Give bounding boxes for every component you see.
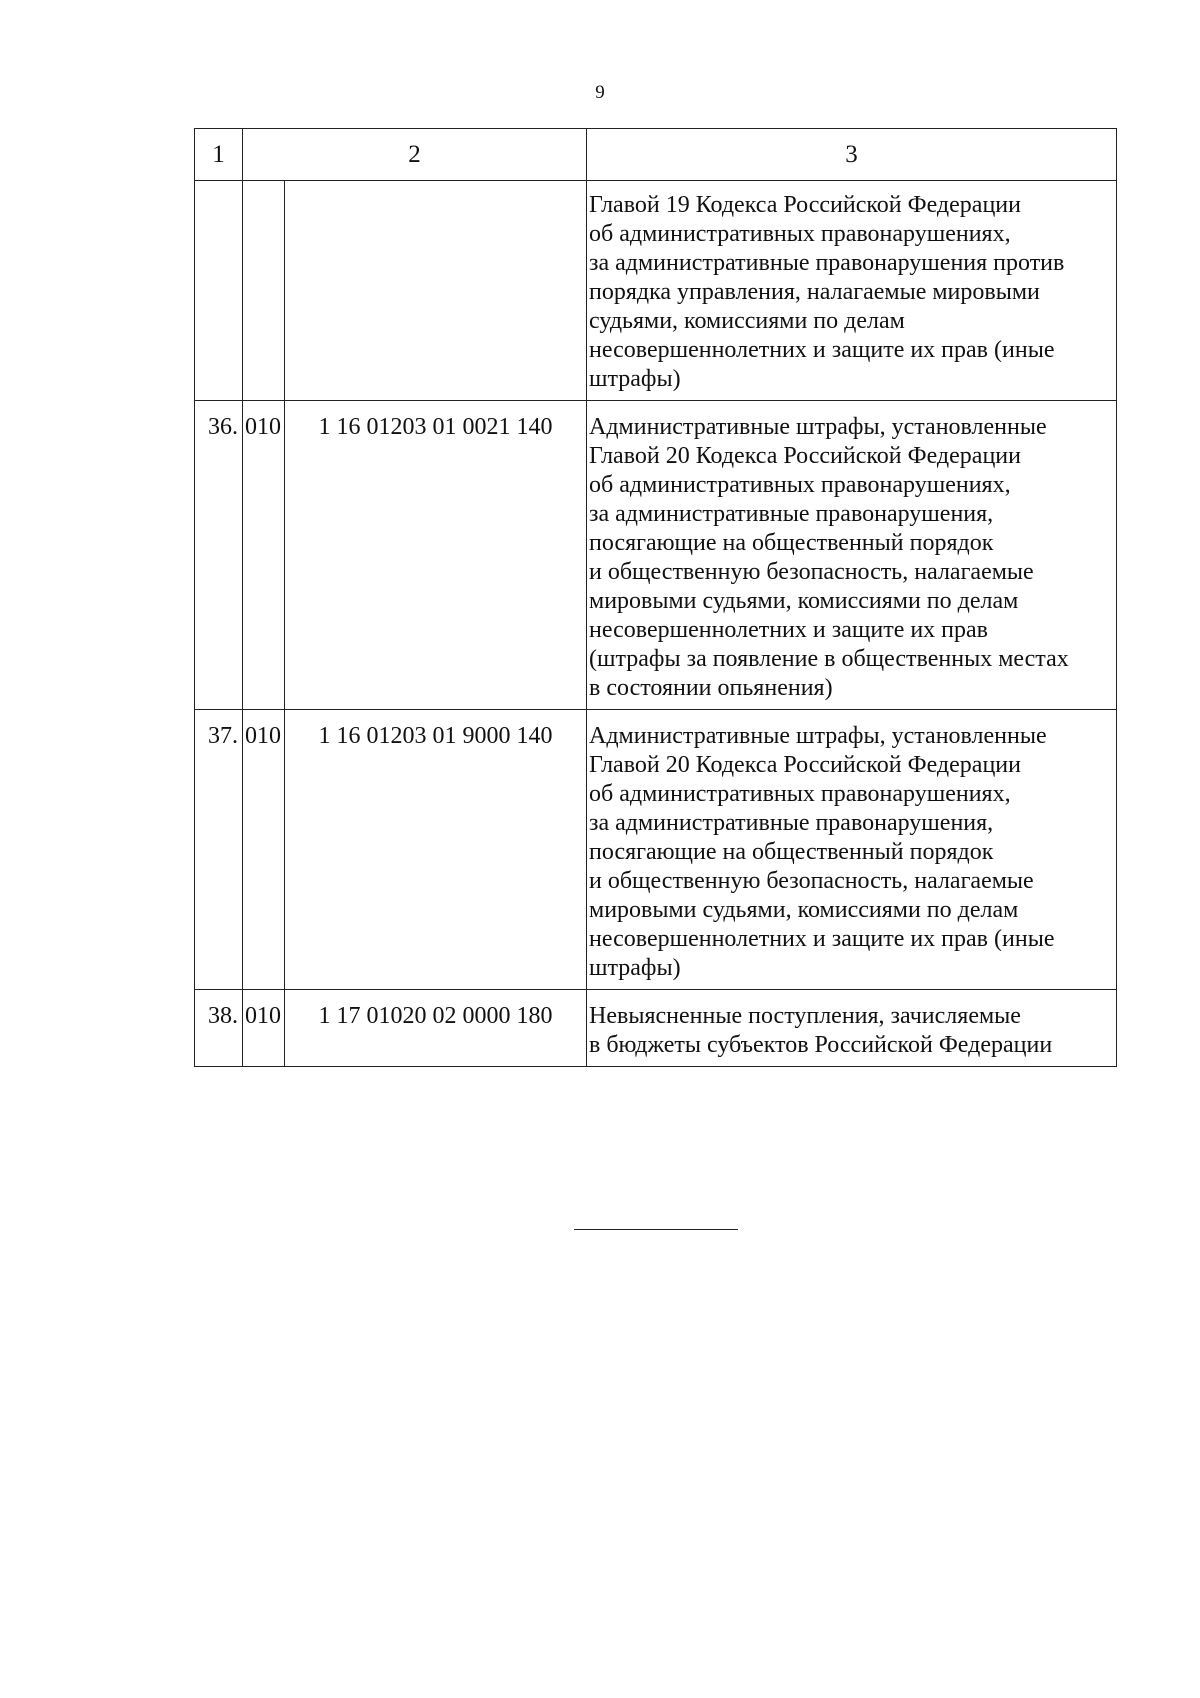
description-line: за административные правонарушения против xyxy=(589,250,1065,276)
table-row xyxy=(195,990,1117,1067)
description-line: за административные правонарушения, xyxy=(589,810,994,836)
description-line: несовершеннолетних и защите их прав (иные xyxy=(589,926,1055,952)
description-line: об административных правонарушениях, xyxy=(589,781,1011,807)
description-line: и общественную безопасность, налагаемые xyxy=(589,559,1034,585)
description-line: Главой 19 Кодекса Российской Федерации xyxy=(589,192,1021,218)
description-line: Главой 20 Кодекса Российской Федерации xyxy=(589,443,1021,469)
row-number: 36. xyxy=(195,401,243,710)
description-line: за административные правонарушения, xyxy=(589,501,994,527)
header-cell-3: 3 xyxy=(587,129,1117,181)
description-line: мировыми судьями, комиссиями по делам xyxy=(589,897,1019,923)
description-line: посягающие на общественный порядок xyxy=(589,839,994,865)
header-cell-1: 1 xyxy=(195,129,243,181)
description-line: Главой 20 Кодекса Российской Федерации xyxy=(589,752,1021,778)
description-line: в состоянии опьянения) xyxy=(589,675,833,701)
description-line: порядка управления, налагаемые мировыми xyxy=(589,279,1040,305)
header-cell-2: 2 xyxy=(243,129,587,181)
admin-code: 010 xyxy=(243,710,285,990)
table-row xyxy=(195,401,1117,710)
description-cell xyxy=(587,710,1117,990)
description-line: штрафы) xyxy=(589,955,681,981)
admin-code: 010 xyxy=(243,401,285,710)
description-line: несовершеннолетних и защите их прав (иные xyxy=(589,337,1055,363)
num-cell-empty xyxy=(195,181,243,401)
budget-code: 1 16 01203 01 9000 140 xyxy=(285,710,587,990)
description-line: об административных правонарушениях, xyxy=(589,221,1011,247)
description-line: Административные штрафы, установленные xyxy=(589,723,1047,749)
description-line: (штрафы за появление в общественных местах xyxy=(589,646,1069,672)
budget-code-cell-empty xyxy=(285,181,587,401)
end-of-document-rule xyxy=(574,1229,738,1230)
revenue-codes-table xyxy=(194,128,1117,1067)
description-cell xyxy=(587,990,1117,1067)
description-line: посягающие на общественный порядок xyxy=(589,530,994,556)
budget-code: 1 17 01020 02 0000 180 xyxy=(285,990,587,1067)
description-line: Административные штрафы, установленные xyxy=(589,414,1047,440)
description-line: и общественную безопасность, налагаемые xyxy=(589,868,1034,894)
description-line: мировыми судьями, комиссиями по делам xyxy=(589,588,1019,614)
description-line: несовершеннолетних и защите их прав xyxy=(589,617,989,643)
description-line: судьями, комиссиями по делам xyxy=(589,308,905,334)
table-row-continuation xyxy=(195,181,1117,401)
table-row xyxy=(195,710,1117,990)
description-line: штрафы) xyxy=(589,366,681,392)
page-number: 9 xyxy=(595,82,605,103)
row-number: 37. xyxy=(195,710,243,990)
table-header-row xyxy=(195,129,1117,181)
budget-code: 1 16 01203 01 0021 140 xyxy=(285,401,587,710)
description-line: в бюджеты субъектов Российской Федерации xyxy=(589,1032,1053,1058)
admin-code: 010 xyxy=(243,990,285,1067)
admin-code-cell-empty xyxy=(243,181,285,401)
description-cell xyxy=(587,401,1117,710)
description-cell xyxy=(587,181,1117,401)
row-number: 38. xyxy=(195,990,243,1067)
description-line: об административных правонарушениях, xyxy=(589,472,1011,498)
description-line: Невыясненные поступления, зачисляемые xyxy=(589,1003,1021,1029)
